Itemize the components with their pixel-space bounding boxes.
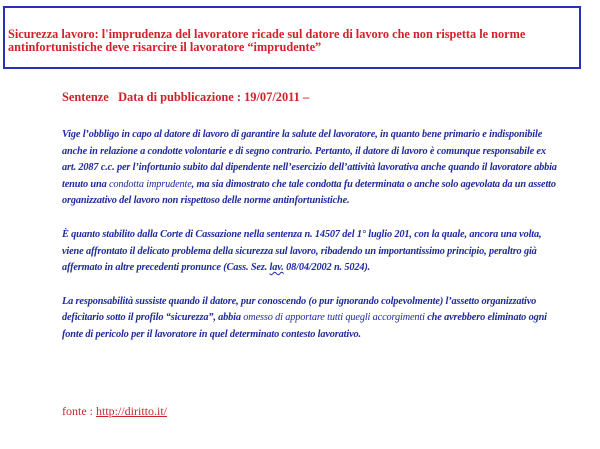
paragraph-2-text-a: È quanto stabilito dalla Corte di Cassazione nella sentenza n. 14507 del 1° luglio 201, con la quale, ancora una volta, viene affrontato il delicato problema della sicurezza sul lavoro, ribadendo un importantissimo principio, peraltro già affermato in altre precedenti pronunce (Cass. Sez. [62, 228, 542, 274]
source-link[interactable]: http://diritto.it/ [96, 404, 168, 418]
paragraph-2-spellcheck: lav. [269, 262, 284, 274]
paragraph-1 [62, 127, 562, 210]
paragraph-1-text-b: , ma sia dimostrato che tale condotta fu determinata o anche solo agevolata da un assetto organizzativo del lavoro non rispettoso delle norme antinfortunistiche. [62, 178, 556, 207]
paragraph-2 [62, 227, 562, 277]
paragraph-3-highlight: omesso di apportare tutti quegli accorgimenti [243, 312, 425, 324]
article-body [62, 127, 562, 361]
category-label: Sentenze [62, 90, 109, 104]
article-title: Sicurezza lavoro: l'imprudenza del lavoratore ricade sul datore di lavoro che non rispetta le norme antinfortunistiche deve risarcire il lavoratore “imprudente” [8, 27, 526, 54]
source-label: fonte : [62, 404, 93, 418]
paragraph-3 [62, 294, 562, 344]
publication-date: Data di pubblicazione : 19/07/2011 – [118, 90, 310, 104]
title-box [3, 6, 581, 69]
paragraph-1-text-a: Vige l’obbligo in capo al datore di lavoro di garantire la salute del lavoratore, in quanto bene primario e indisponibile anche in relazione a condotte volontarie e di segno contrario. Pertanto, il datore di lavoro è comunque responsabile ex art. 2087 c.c. per l’infortunio subito dal dipendente nell’esercizio dell’attività lavorativa anche quando il lavoratore abbia tenuto una [62, 129, 557, 190]
paragraph-2-text-b: 08/04/2002 n. 5024). [283, 262, 371, 274]
paragraph-3-text-b: che avrebbero eliminato ogni fonte di pericolo per il lavoratore in quel determinato contesto lavorativo. [62, 312, 547, 340]
article-meta [62, 90, 309, 105]
paragraph-1-highlight: condotta imprudente [109, 178, 192, 190]
source-line [62, 404, 167, 419]
paragraph-3-text-a: La responsabilità sussiste quando il datore, pur conoscendo (o pur ignorando colpevolmente) l’assetto organizzativo deficitario sotto il profilo “sicurezza”, abbia [62, 295, 537, 324]
